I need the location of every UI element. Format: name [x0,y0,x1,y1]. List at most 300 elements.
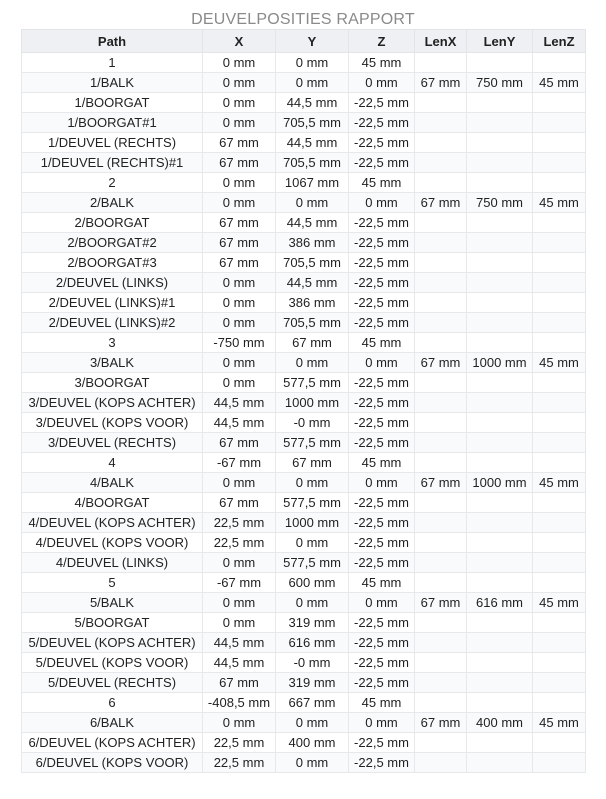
cell-lenx: 67 mm [415,473,467,493]
cell-leny [467,273,533,293]
cell-z: 45 mm [349,453,415,473]
cell-z: -22,5 mm [349,613,415,633]
table-row [22,233,586,253]
cell-leny [467,653,533,673]
cell-y: 0 mm [276,353,349,373]
cell-lenx [415,633,467,653]
table-row [22,633,586,653]
cell-leny [467,433,533,453]
cell-lenz [533,493,586,513]
cell-lenx [415,113,467,133]
table-row [22,573,586,593]
cell-lenz [533,573,586,593]
cell-lenx [415,513,467,533]
cell-z: -22,5 mm [349,433,415,453]
cell-lenz [533,213,586,233]
table-row [22,653,586,673]
cell-x: 0 mm [203,273,276,293]
cell-x: 0 mm [203,313,276,333]
cell-lenx [415,53,467,73]
cell-path: 4/DEUVEL (KOPS VOOR) [22,533,203,553]
cell-x: 0 mm [203,193,276,213]
column-header-x[interactable]: X [203,30,276,53]
cell-y: 0 mm [276,593,349,613]
cell-path: 3/DEUVEL (RECHTS) [22,433,203,453]
cell-leny [467,233,533,253]
cell-z: -22,5 mm [349,533,415,553]
column-header-path[interactable]: Path [22,30,203,53]
cell-leny: 400 mm [467,713,533,733]
cell-z: -22,5 mm [349,253,415,273]
cell-lenx [415,233,467,253]
cell-path: 1/BOORGAT#1 [22,113,203,133]
cell-x: 0 mm [203,553,276,573]
cell-leny [467,313,533,333]
table-row [22,193,586,213]
cell-leny [467,373,533,393]
cell-leny: 750 mm [467,193,533,213]
cell-path: 5 [22,573,203,593]
table-row [22,613,586,633]
table-row [22,713,586,733]
cell-path: 1/DEUVEL (RECHTS)#1 [22,153,203,173]
cell-z: -22,5 mm [349,553,415,573]
column-header-z[interactable]: Z [349,30,415,53]
cell-y: -0 mm [276,413,349,433]
table-row [22,93,586,113]
cell-z: -22,5 mm [349,413,415,433]
cell-lenx [415,213,467,233]
cell-lenx [415,93,467,113]
cell-lenz [533,153,586,173]
cell-z: -22,5 mm [349,753,415,773]
cell-lenz [533,313,586,333]
cell-lenz: 45 mm [533,593,586,613]
cell-leny [467,153,533,173]
cell-y: 400 mm [276,733,349,753]
table-row [22,253,586,273]
cell-path: 4/BOORGAT [22,493,203,513]
cell-lenx: 67 mm [415,353,467,373]
cell-lenx [415,693,467,713]
table-row [22,53,586,73]
cell-x: 0 mm [203,353,276,373]
cell-leny [467,613,533,633]
cell-leny [467,753,533,773]
cell-lenx [415,313,467,333]
column-header-y[interactable]: Y [276,30,349,53]
cell-x: 67 mm [203,673,276,693]
cell-z: -22,5 mm [349,653,415,673]
cell-z: -22,5 mm [349,233,415,253]
table-row [22,593,586,613]
cell-lenx [415,433,467,453]
table-header [22,30,586,53]
cell-z: -22,5 mm [349,493,415,513]
cell-lenx: 67 mm [415,193,467,213]
report-title: DEUVELPOSITIES RAPPORT [191,11,415,28]
cell-z: -22,5 mm [349,373,415,393]
table-row [22,393,586,413]
cell-z: 45 mm [349,693,415,713]
cell-leny [467,413,533,433]
cell-lenx [415,153,467,173]
cell-lenz [533,293,586,313]
table-row [22,333,586,353]
cell-y: 577,5 mm [276,493,349,513]
cell-y: 705,5 mm [276,113,349,133]
table-row [22,213,586,233]
cell-path: 2/DEUVEL (LINKS)#2 [22,313,203,333]
cell-z: 45 mm [349,173,415,193]
cell-lenx [415,753,467,773]
cell-lenz: 45 mm [533,353,586,373]
cell-x: 67 mm [203,133,276,153]
cell-z: 0 mm [349,593,415,613]
cell-y: 0 mm [276,193,349,213]
cell-path: 6/DEUVEL (KOPS VOOR) [22,753,203,773]
table-body [22,53,586,773]
cell-x: 22,5 mm [203,513,276,533]
cell-path: 2/BOORGAT [22,213,203,233]
cell-x: 44,5 mm [203,653,276,673]
cell-lenz [533,653,586,673]
cell-path: 3/DEUVEL (KOPS ACHTER) [22,393,203,413]
table-row [22,373,586,393]
cell-z: -22,5 mm [349,513,415,533]
table-row [22,433,586,453]
cell-x: -750 mm [203,333,276,353]
cell-z: -22,5 mm [349,93,415,113]
cell-x: -67 mm [203,573,276,593]
cell-y: 0 mm [276,53,349,73]
cell-x: 67 mm [203,233,276,253]
cell-lenz [533,253,586,273]
cell-y: 0 mm [276,533,349,553]
cell-leny [467,633,533,653]
table-row [22,473,586,493]
cell-leny [467,573,533,593]
cell-z: -22,5 mm [349,313,415,333]
cell-lenz [533,553,586,573]
table-row [22,293,586,313]
cell-leny: 616 mm [467,593,533,613]
cell-y: 600 mm [276,573,349,593]
cell-lenz [533,93,586,113]
table-row [22,413,586,433]
cell-path: 2/BOORGAT#3 [22,253,203,273]
cell-z: -22,5 mm [349,393,415,413]
cell-x: 22,5 mm [203,733,276,753]
table-row [22,493,586,513]
cell-y: 44,5 mm [276,273,349,293]
cell-lenz [533,633,586,653]
cell-y: 44,5 mm [276,133,349,153]
cell-leny [467,493,533,513]
cell-leny [467,173,533,193]
cell-path: 2/DEUVEL (LINKS)#1 [22,293,203,313]
cell-lenz [533,333,586,353]
cell-y: 44,5 mm [276,213,349,233]
cell-z: 0 mm [349,713,415,733]
cell-lenz [533,513,586,533]
cell-path: 6/BALK [22,713,203,733]
table-row [22,133,586,153]
column-header-lenz[interactable]: LenZ [533,30,586,53]
cell-z: -22,5 mm [349,733,415,753]
cell-path: 6/DEUVEL (KOPS ACHTER) [22,733,203,753]
cell-leny [467,453,533,473]
cell-leny [467,513,533,533]
cell-lenz [533,233,586,253]
table-row [22,353,586,373]
cell-z: 45 mm [349,333,415,353]
cell-lenz [533,613,586,633]
cell-path: 2 [22,173,203,193]
cell-lenx [415,493,467,513]
table-row [22,453,586,473]
cell-lenx [415,533,467,553]
cell-y: 616 mm [276,633,349,653]
cell-lenz: 45 mm [533,713,586,733]
table-row [22,153,586,173]
cell-x: 0 mm [203,113,276,133]
cell-y: 705,5 mm [276,153,349,173]
cell-z: 0 mm [349,193,415,213]
table-row [22,673,586,693]
cell-x: -408,5 mm [203,693,276,713]
cell-leny [467,693,533,713]
cell-lenx: 67 mm [415,593,467,613]
cell-lenx [415,253,467,273]
cell-path: 1/BOORGAT [22,93,203,113]
cell-x: 67 mm [203,493,276,513]
cell-path: 4/BALK [22,473,203,493]
cell-z: -22,5 mm [349,113,415,133]
cell-y: 577,5 mm [276,433,349,453]
cell-y: 1000 mm [276,513,349,533]
cell-y: 577,5 mm [276,553,349,573]
cell-x: 67 mm [203,433,276,453]
cell-path: 4 [22,453,203,473]
cell-z: 45 mm [349,573,415,593]
cell-leny [467,393,533,413]
cell-x: 67 mm [203,153,276,173]
cell-path: 5/DEUVEL (KOPS ACHTER) [22,633,203,653]
cell-leny: 750 mm [467,73,533,93]
cell-y: 667 mm [276,693,349,713]
table-row [22,73,586,93]
cell-lenx [415,553,467,573]
cell-z: -22,5 mm [349,273,415,293]
cell-lenx [415,653,467,673]
cell-y: 0 mm [276,753,349,773]
cell-x: 44,5 mm [203,633,276,653]
cell-path: 2/BALK [22,193,203,213]
cell-path: 4/DEUVEL (LINKS) [22,553,203,573]
cell-lenx [415,273,467,293]
cell-lenz [533,453,586,473]
cell-z: -22,5 mm [349,213,415,233]
cell-z: -22,5 mm [349,673,415,693]
cell-x: 0 mm [203,373,276,393]
cell-path: 3/DEUVEL (KOPS VOOR) [22,413,203,433]
cell-y: 386 mm [276,233,349,253]
column-header-lenx[interactable]: LenX [415,30,467,53]
cell-y: 0 mm [276,713,349,733]
cell-path: 6 [22,693,203,713]
table-row [22,173,586,193]
cell-lenz [533,273,586,293]
cell-lenz [533,733,586,753]
cell-leny [467,553,533,573]
cell-y: 67 mm [276,333,349,353]
cell-path: 5/DEUVEL (RECHTS) [22,673,203,693]
cell-x: 0 mm [203,173,276,193]
table-row [22,553,586,573]
column-header-leny[interactable]: LenY [467,30,533,53]
cell-leny [467,733,533,753]
cell-x: 0 mm [203,293,276,313]
table-row [22,313,586,333]
cell-y: 1000 mm [276,393,349,413]
cell-path: 1/BALK [22,73,203,93]
cell-z: 0 mm [349,473,415,493]
cell-lenz: 45 mm [533,473,586,493]
cell-path: 3/BALK [22,353,203,373]
cell-lenx [415,673,467,693]
cell-path: 5/BOORGAT [22,613,203,633]
cell-y: 319 mm [276,613,349,633]
cell-x: 67 mm [203,253,276,273]
cell-lenx [415,173,467,193]
cell-lenx [415,453,467,473]
cell-lenz: 45 mm [533,73,586,93]
cell-leny [467,533,533,553]
cell-z: 45 mm [349,53,415,73]
cell-y: 577,5 mm [276,373,349,393]
cell-lenz: 45 mm [533,193,586,213]
dowel-positions-table [21,29,586,773]
cell-lenz [533,413,586,433]
cell-lenz [533,53,586,73]
cell-z: 0 mm [349,353,415,373]
cell-lenx [415,133,467,153]
cell-leny [467,333,533,353]
cell-path: 2/DEUVEL (LINKS) [22,273,203,293]
cell-lenz [533,393,586,413]
cell-x: -67 mm [203,453,276,473]
cell-path: 5/DEUVEL (KOPS VOOR) [22,653,203,673]
cell-x: 44,5 mm [203,413,276,433]
cell-lenz [533,113,586,133]
cell-lenz [533,173,586,193]
table-row [22,113,586,133]
cell-y: 705,5 mm [276,313,349,333]
cell-y: 44,5 mm [276,93,349,113]
cell-z: -22,5 mm [349,633,415,653]
cell-path: 1/DEUVEL (RECHTS) [22,133,203,153]
table-container [0,29,606,773]
cell-x: 22,5 mm [203,533,276,553]
cell-x: 0 mm [203,93,276,113]
cell-y: 0 mm [276,473,349,493]
cell-lenz [533,533,586,553]
cell-x: 0 mm [203,53,276,73]
table-row [22,273,586,293]
cell-x: 0 mm [203,713,276,733]
cell-y: -0 mm [276,653,349,673]
cell-leny [467,213,533,233]
cell-leny [467,113,533,133]
cell-path: 3/BOORGAT [22,373,203,393]
cell-lenx [415,733,467,753]
cell-z: -22,5 mm [349,293,415,313]
cell-x: 0 mm [203,593,276,613]
cell-z: 0 mm [349,73,415,93]
cell-lenx [415,373,467,393]
cell-lenz [533,693,586,713]
cell-path: 4/DEUVEL (KOPS ACHTER) [22,513,203,533]
cell-lenx [415,393,467,413]
cell-z: -22,5 mm [349,153,415,173]
cell-path: 1 [22,53,203,73]
cell-lenx [415,293,467,313]
cell-lenz [533,433,586,453]
cell-path: 3 [22,333,203,353]
cell-leny [467,673,533,693]
cell-lenx [415,333,467,353]
cell-x: 0 mm [203,73,276,93]
cell-lenz [533,753,586,773]
cell-leny [467,293,533,313]
cell-leny [467,253,533,273]
cell-leny [467,93,533,113]
cell-x: 67 mm [203,213,276,233]
cell-y: 319 mm [276,673,349,693]
cell-lenz [533,373,586,393]
cell-lenx: 67 mm [415,73,467,93]
cell-leny [467,53,533,73]
cell-lenz [533,133,586,153]
table-row [22,513,586,533]
cell-z: -22,5 mm [349,133,415,153]
table-row [22,753,586,773]
cell-path: 2/BOORGAT#2 [22,233,203,253]
cell-lenx [415,573,467,593]
cell-x: 22,5 mm [203,753,276,773]
cell-y: 67 mm [276,453,349,473]
table-row [22,733,586,753]
cell-leny: 1000 mm [467,473,533,493]
cell-lenx: 67 mm [415,713,467,733]
cell-y: 0 mm [276,73,349,93]
table-row [22,693,586,713]
cell-path: 5/BALK [22,593,203,613]
cell-y: 705,5 mm [276,253,349,273]
cell-x: 0 mm [203,613,276,633]
cell-y: 386 mm [276,293,349,313]
cell-lenx [415,613,467,633]
cell-x: 44,5 mm [203,393,276,413]
cell-x: 0 mm [203,473,276,493]
cell-leny: 1000 mm [467,353,533,373]
cell-lenz [533,673,586,693]
cell-lenx [415,413,467,433]
cell-leny [467,133,533,153]
table-row [22,533,586,553]
cell-y: 1067 mm [276,173,349,193]
